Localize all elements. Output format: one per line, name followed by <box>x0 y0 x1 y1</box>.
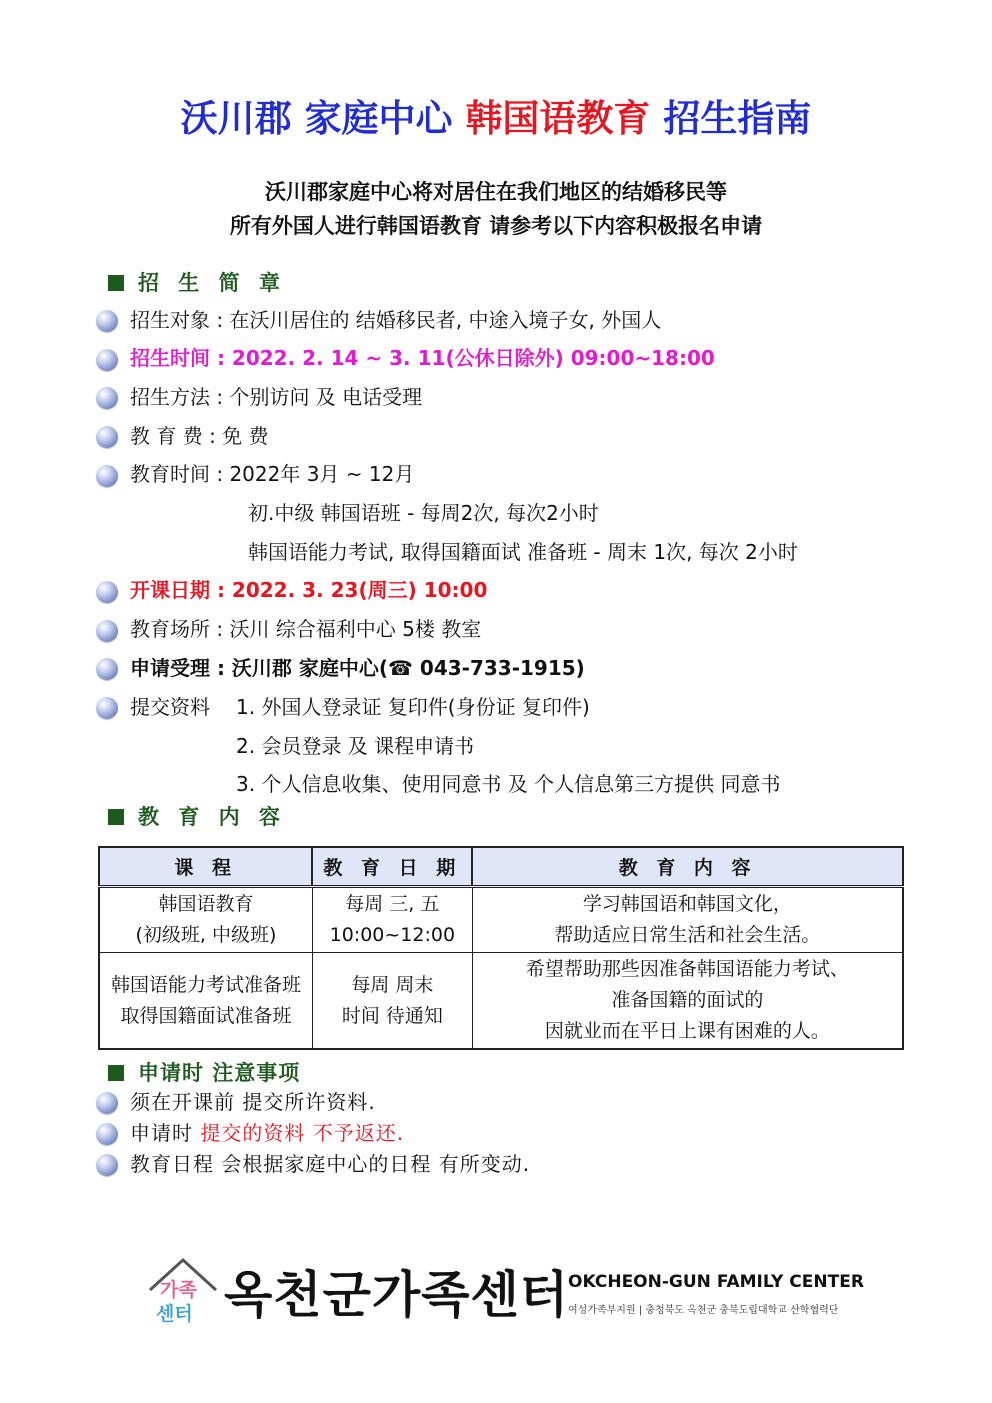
cell-line: 取得国籍面试准备班 <box>120 1004 292 1027</box>
note-2-warning: 提交的资料 不予返还. <box>200 1121 405 1145</box>
title-part-center: 沃川郡 家庭中心 <box>180 97 453 140</box>
sphere-bullet-icon <box>96 465 118 487</box>
title-part-korean-education: 韩国语教育 <box>465 97 651 140</box>
title-part-guide: 招生指南 <box>663 97 812 140</box>
cell-line: 每周 周末 <box>351 973 434 996</box>
item-period: 招生时间 : 2022. 2. 14 ~ 3. 11(公休日除外) 09:00~18:00 <box>130 346 715 370</box>
cell-line: 准备国籍的面试的 <box>611 989 764 1011</box>
cell-line: (初级班, 中级班) <box>135 924 277 946</box>
item-start-date: 开课日期 : 2022. 3. 23(周三) 10:00 <box>130 578 488 602</box>
item-method: 招生方法 : 个别访问 及 电话受理 <box>130 385 423 409</box>
table-cell-course <box>99 953 312 1050</box>
sphere-bullet-icon <box>96 620 118 642</box>
section-content-heading <box>108 801 286 831</box>
table-header-course: 课 程 <box>99 847 312 887</box>
item-edu-time: 教育时间 : 2022年 3月 ~ 12月 <box>130 462 415 486</box>
cell-line: 韩国语能力考试准备班 <box>110 973 301 996</box>
square-bullet-icon <box>108 275 124 291</box>
logo-house-text-1: 가족 <box>160 1279 197 1301</box>
sphere-bullet-icon <box>96 1123 118 1145</box>
item-apply: 申请受理 : 沃川郡 家庭中心(☎ 043-733-1915) <box>130 656 585 680</box>
item-edu-time-sub-1: 初.中级 韩国语班 - 每周2次, 每次2小时 <box>248 501 599 525</box>
item-edu-time-sub-2: 韩国语能力考试, 取得国籍面试 准备班 - 周末 1次, 每次 2小时 <box>248 540 798 564</box>
section-notes-label: 申请时 注意事项 <box>138 1061 301 1085</box>
cell-line: 韩国语教育 <box>158 893 254 915</box>
table-header-date: 教 育 日 期 <box>312 847 472 887</box>
cell-line: 每周 三, 五 <box>345 893 440 915</box>
item-docs-2: 2. 会员登录 及 课程申请书 <box>236 734 475 758</box>
table-cell-content <box>472 887 903 953</box>
item-docs-label: 提交资料 <box>130 695 210 719</box>
cell-line: 学习韩国语和韩国文化， <box>582 893 792 915</box>
section-recruit-label: 招 生 简 章 <box>138 271 286 295</box>
square-bullet-icon <box>108 809 124 825</box>
intro-line-2: 所有外国人进行韩国语教育 请参考以下内容积极报名申请 <box>229 214 763 238</box>
item-docs-1: 1. 外国人登录证 复印件(身份证 复印件) <box>236 695 590 719</box>
education-table <box>98 846 904 1050</box>
sphere-bullet-icon <box>96 387 118 409</box>
item-docs-3: 3. 个人信息收集、使用同意书 及 个人信息第三方提供 同意书 <box>236 772 781 796</box>
section-recruit-heading <box>108 267 286 297</box>
cell-line: 帮助适应日常生活和社会生活。 <box>554 924 821 946</box>
table-row <box>99 953 903 1050</box>
table-cell-date <box>312 887 472 953</box>
item-target: 招生对象 : 在沃川居住的 结婚移民者, 中途入境子女, 外国人 <box>130 308 662 332</box>
note-3: 教育日程 会根据家庭中心的日程 有所变动. <box>130 1152 531 1176</box>
section-content-label: 教 育 内 容 <box>138 805 286 829</box>
table-row <box>99 887 903 953</box>
table-cell-course <box>99 887 312 953</box>
section-notes-heading <box>108 1057 300 1087</box>
table-cell-content <box>472 953 903 1050</box>
sphere-bullet-icon <box>96 426 118 448</box>
house-logo-icon <box>148 1256 218 1326</box>
logo-name-english: OKCHEON-GUN FAMILY CENTER <box>568 1272 864 1292</box>
logo-subtitle: 여성가족부지원 | 충청북도 옥천군 충북도립대학교 산학협력단 <box>568 1305 839 1316</box>
note-2 <box>130 1118 404 1148</box>
note-2-prefix: 申请时 <box>130 1121 193 1145</box>
item-place: 教育场所 : 沃川 综合福利中心 5楼 教室 <box>130 617 482 641</box>
table-cell-date <box>312 953 472 1050</box>
sphere-bullet-icon <box>96 1092 118 1114</box>
cell-line: 希望帮助那些因准备韩国语能力考试、 <box>525 958 849 980</box>
cell-line: 10:00~12:00 <box>329 924 456 946</box>
sphere-bullet-icon <box>96 310 118 332</box>
cell-line: 因就业而在平日上课有困难的人。 <box>544 1020 830 1042</box>
sphere-bullet-icon <box>96 1154 118 1176</box>
table-header-content: 教 育 内 容 <box>472 847 903 887</box>
note-1: 须在开课前 提交所许资料. <box>130 1090 376 1114</box>
page-title <box>0 88 992 142</box>
logo-name-korean: 옥천군가족센터 <box>224 1266 570 1324</box>
sphere-bullet-icon <box>96 581 118 603</box>
intro-line-1: 沃川郡家庭中心将对居住在我们地区的结婚移民等 <box>265 180 727 204</box>
item-fee: 教 育 费 : 免 费 <box>130 424 269 448</box>
cell-line: 时间 待通知 <box>341 1004 443 1027</box>
logo-house-text-2: 센터 <box>156 1303 193 1325</box>
sphere-bullet-icon <box>96 697 118 719</box>
square-bullet-icon <box>108 1065 124 1081</box>
sphere-bullet-icon <box>96 658 118 680</box>
sphere-bullet-icon <box>96 349 118 371</box>
